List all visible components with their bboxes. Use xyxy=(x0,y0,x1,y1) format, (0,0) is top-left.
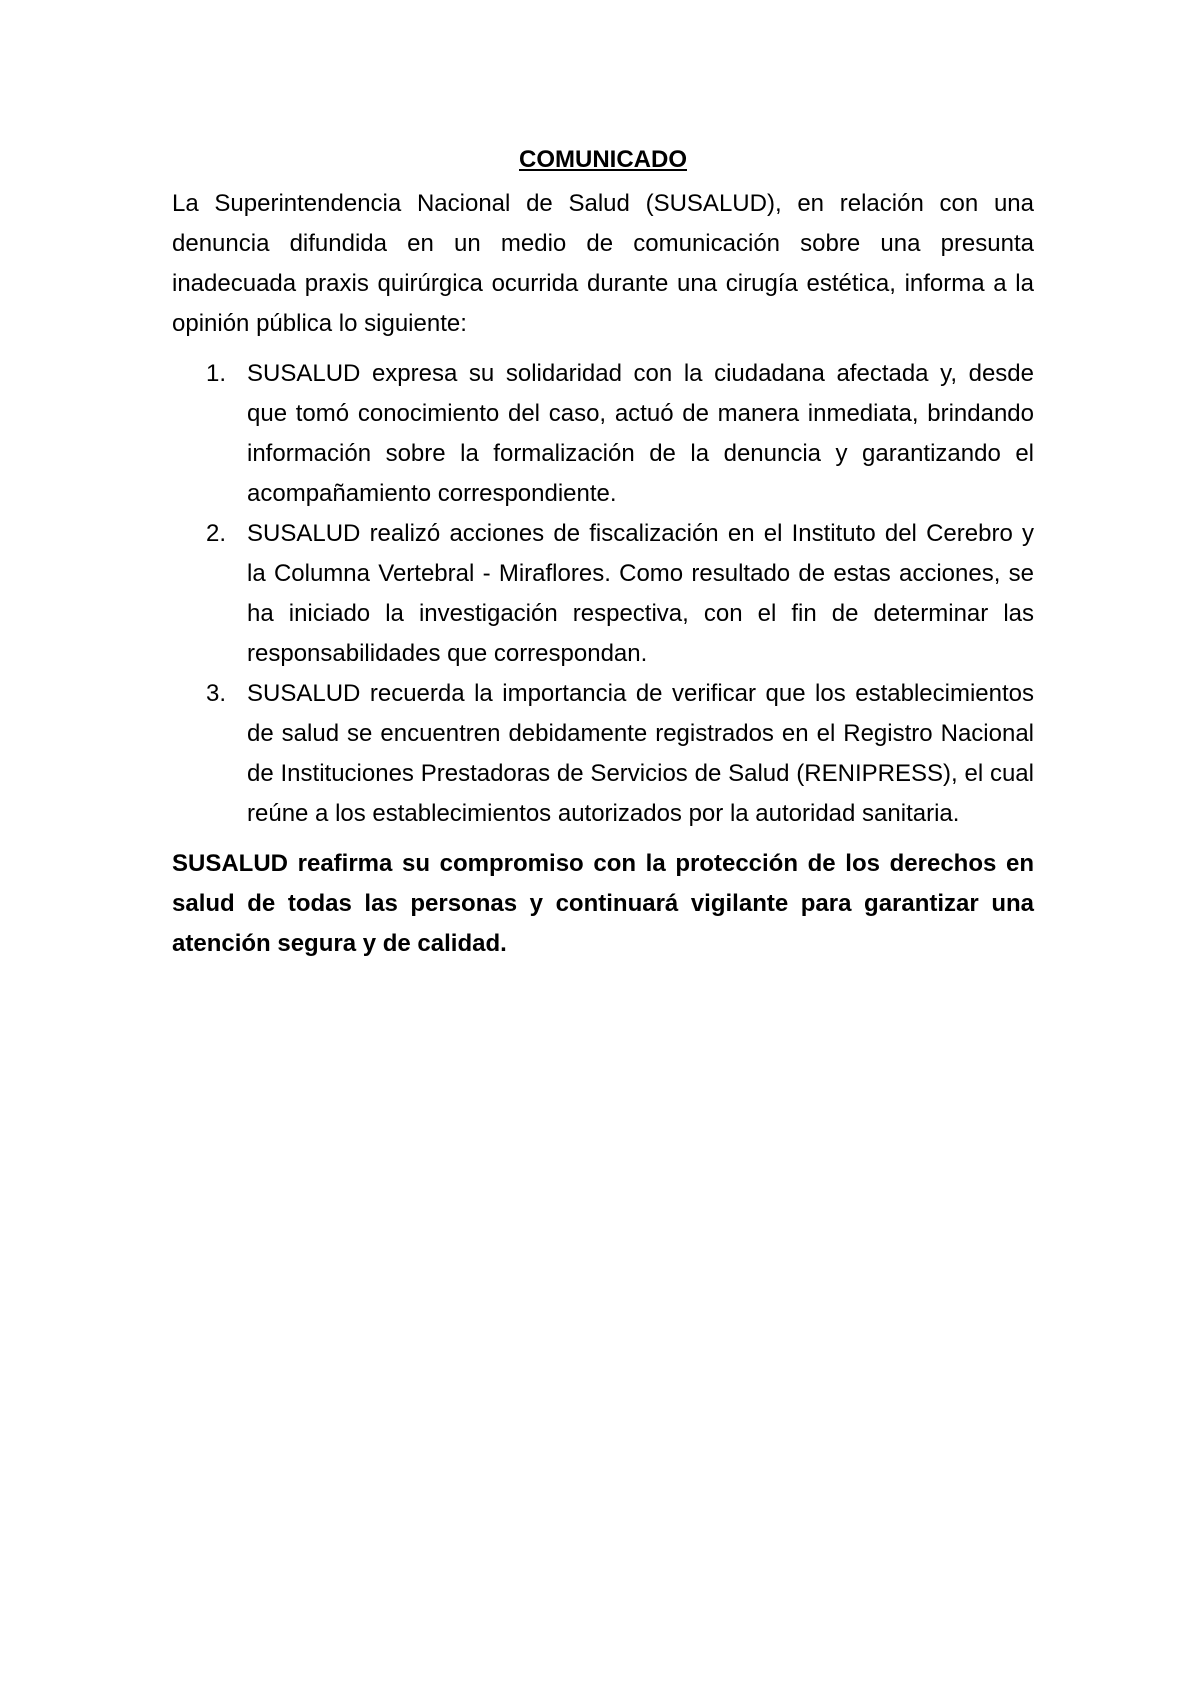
document-page xyxy=(172,140,1034,964)
numbered-list xyxy=(172,354,1034,834)
list-item xyxy=(172,514,1034,674)
list-item xyxy=(172,354,1034,514)
list-item-number: 1. xyxy=(206,360,227,387)
list-item-text: SUSALUD recuerda la importancia de verificar que los establecimientos de salud se encuentren debidamente registrados en el Registro Nacional de Instituciones Prestadoras de Servicios de Salud (RENIPRESS), el cual reúne a los establecimientos autorizados por la autoridad sanitaria. xyxy=(247,680,1034,827)
list-item xyxy=(172,674,1034,834)
closing-paragraph: SUSALUD reafirma su compromiso con la protección de los derechos en salud de todas las personas y continuará vigilante para garantizar una atención segura y de calidad. xyxy=(172,850,1034,957)
list-item-text: SUSALUD expresa su solidaridad con la ciudadana afectada y, desde que tomó conocimiento del caso, actuó de manera inmediata, brindando información sobre la formalización de la denuncia y garantizando el acompañamiento correspondiente. xyxy=(247,360,1034,507)
intro-paragraph: La Superintendencia Nacional de Salud (SUSALUD), en relación con una denuncia difundida en un medio de comunicación sobre una presunta inadecuada praxis quirúrgica ocurrida durante una cirugía estética, informa a la opinión pública lo siguiente: xyxy=(172,190,1034,337)
list-item-number: 2. xyxy=(206,520,227,547)
list-item-text: SUSALUD realizó acciones de fiscalización en el Instituto del Cerebro y la Columna Vertebral - Miraflores. Como resultado de estas acciones, se ha iniciado la investigación respectiva, con el fin de determinar las responsabilidades que correspondan. xyxy=(247,520,1034,667)
list-item-number: 3. xyxy=(206,680,227,707)
document-title: COMUNICADO xyxy=(519,146,687,173)
